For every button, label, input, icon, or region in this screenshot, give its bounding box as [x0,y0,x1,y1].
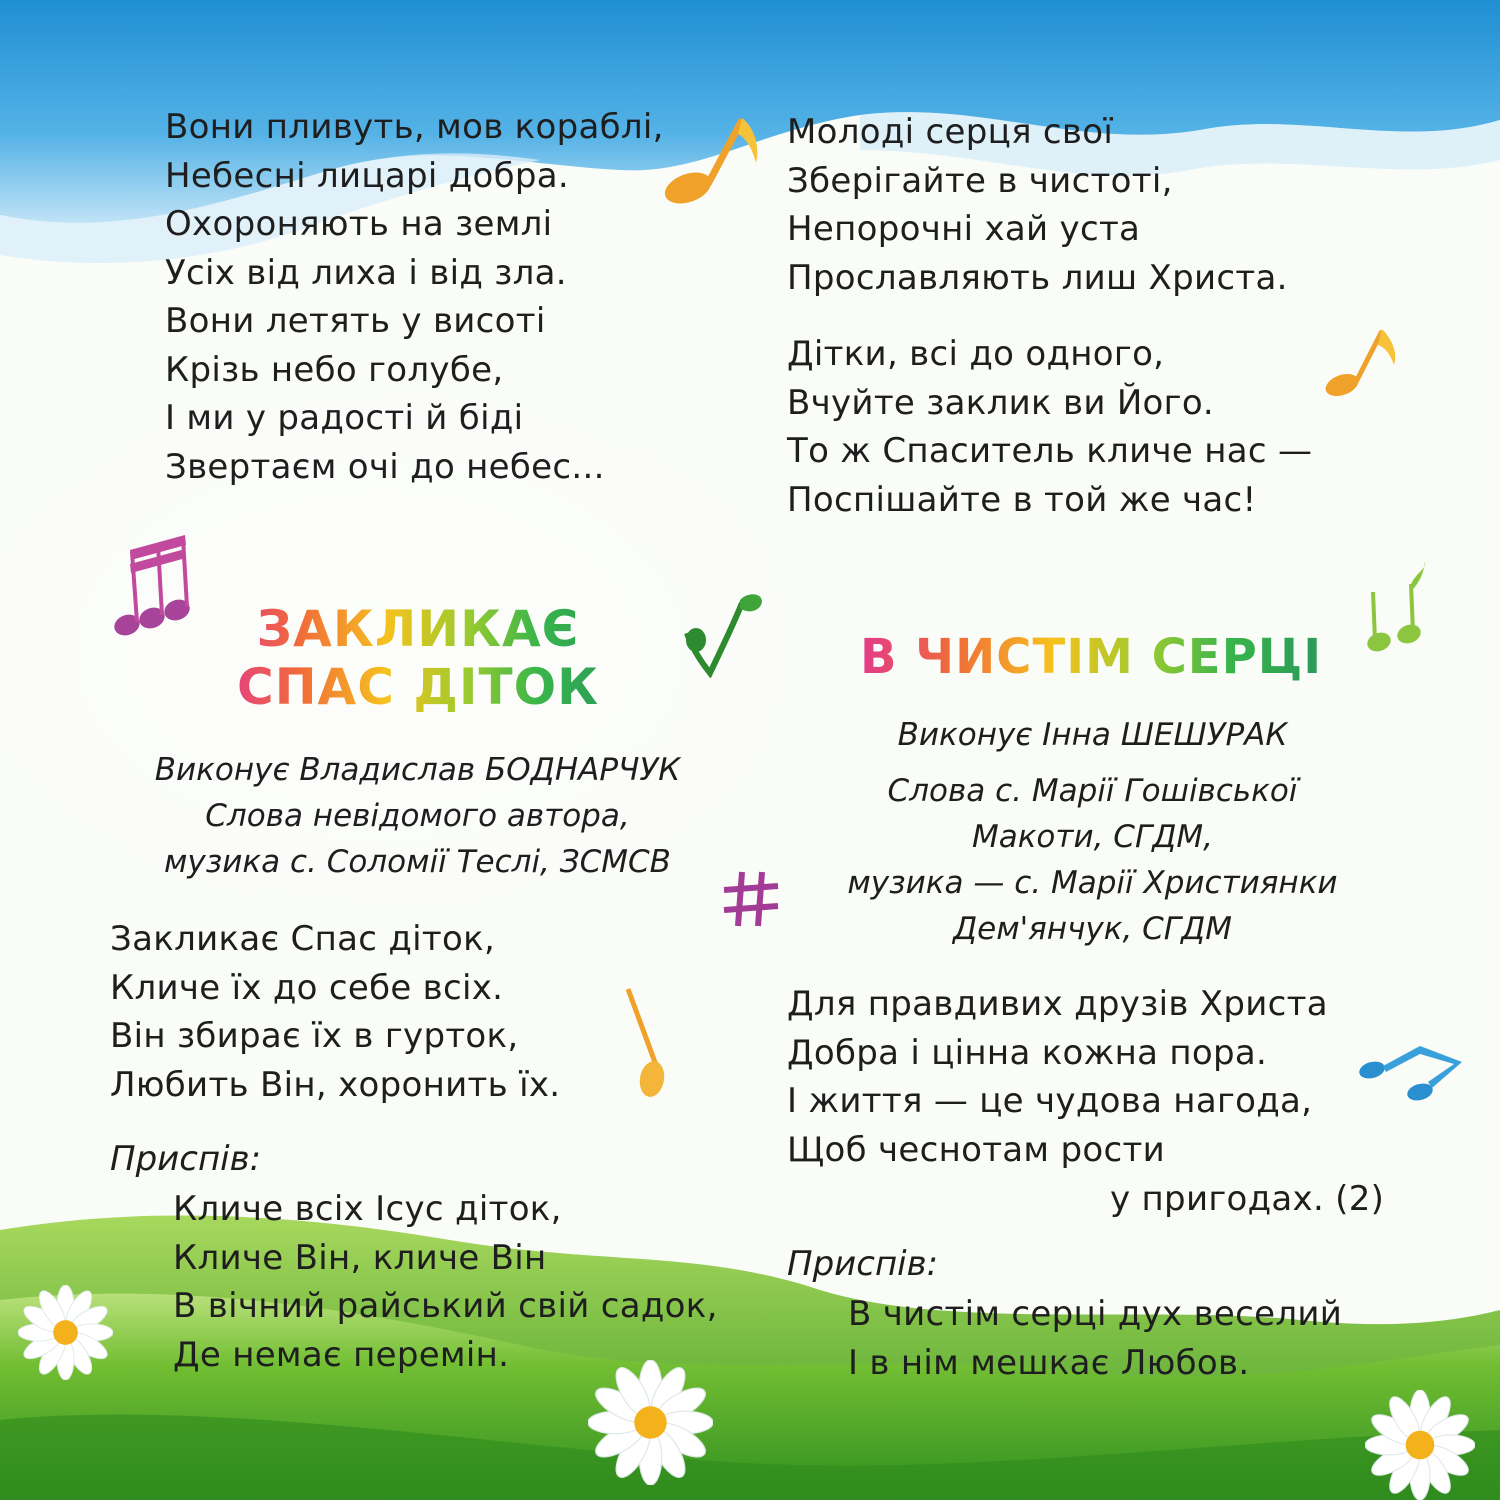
daisy-icon [1365,1390,1475,1500]
song-verse [110,915,560,1109]
verse-line: І життя — це чудова нагода, [787,1081,1313,1121]
song-chorus [173,1185,718,1379]
song-title: ЗАКЛИКАЄ СПАС ДІТОК [218,600,618,716]
music-credit: Дем'янчук, СГДМ [952,911,1233,947]
verse-line: Звертаєм очі до небес... [165,446,605,487]
verse-line: Він збирає їх в гурток, [110,1016,519,1056]
verse-line: Добра і цінна кожна пора. [787,1032,1268,1073]
verse-line: Прославляють лиш Христа. [787,257,1288,298]
chorus-line: Де немає перемін. [173,1334,510,1375]
top-right-verse-2 [787,330,1312,524]
music-credit: музика с. Соломії Теслі, ЗСМСВ [164,844,671,880]
verse-line: Дітки, всі до одного, [787,334,1165,374]
verse-line: Зберігайте в чистоті, [787,160,1173,201]
chorus-label: Приспів: [110,1139,262,1179]
daisy-icon [18,1285,113,1380]
verse-line: Поспішайте в той же час! [787,479,1257,520]
verse-line: То ж Спаситель кличе нас — [787,431,1313,471]
verse-line: Усіх від лиха і від зла. [165,252,567,293]
chorus-label: Приспів: [787,1244,939,1284]
verse-line: у пригодах. (2) [1110,1179,1385,1219]
verse-line: Закликає Спас діток, [110,919,496,959]
verse-line: Крізь небо голубе, [165,349,504,390]
verse-line: Охороняють на землі [165,204,553,244]
verse-line: Щоб чеснотам рости [787,1129,1165,1170]
eighth-note-icon [1322,325,1402,400]
song-verse [787,980,1328,1174]
verse-line: Для правдивих друзів Христа [787,984,1328,1024]
eighth-note-icon [660,108,765,208]
chorus-line: В вічний райський свій садок, [173,1286,718,1326]
verse-line: Вчуйте заклик ви Його. [787,382,1215,423]
lyrics-credit: Слова с. Марії Гошівської [887,773,1298,809]
chorus-line: І в нім мешкає Любов. [848,1342,1250,1383]
song-chorus [848,1290,1342,1387]
performer-credit: Виконує Інна ШЕШУРАК [897,717,1288,753]
verse-line: Кличе їх до себе всіх. [110,967,504,1008]
verse-line: Вони пливуть, мов кораблі, [165,107,664,147]
song-credits [100,747,735,885]
song-credits [800,712,1385,952]
verse-line: Молоді серця свої [787,112,1114,152]
lyrics-credit: Слова невідомого автора, [205,798,630,834]
chorus-line: Кличе всіх Ісус діток, [173,1189,562,1229]
verse-line: Вони летять у висоті [165,301,546,341]
verse-line: Небесні лицарі добра. [165,155,569,196]
song-verse-tail [1110,1175,1384,1224]
lyrics-credit: Макоти, СГДМ, [971,819,1214,855]
music-credit: музика — с. Марії Християнки [847,865,1338,901]
performer-credit: Виконує Владислав БОДНАРЧУК [154,752,681,788]
quarter-note-icon [622,985,672,1100]
verse-line: Непорочні хай уста [787,209,1141,249]
top-left-verse [165,103,664,491]
beamed-notes-icon [110,530,200,640]
top-right-verse-1 [787,108,1288,302]
song-title: В ЧИСТІМ СЕРЦІ [860,629,1323,685]
eighth-note-icon [682,588,767,678]
verse-line: Любить Він, хоронить їх. [110,1064,561,1105]
chorus-line: В чистім серці дух веселий [848,1294,1343,1334]
double-note-icon [1365,562,1430,657]
chorus-line: Кличе Він, кличе Він [173,1237,547,1278]
verse-line: І ми у радості й біді [165,398,524,438]
beamed-notes-icon [1358,1040,1466,1105]
